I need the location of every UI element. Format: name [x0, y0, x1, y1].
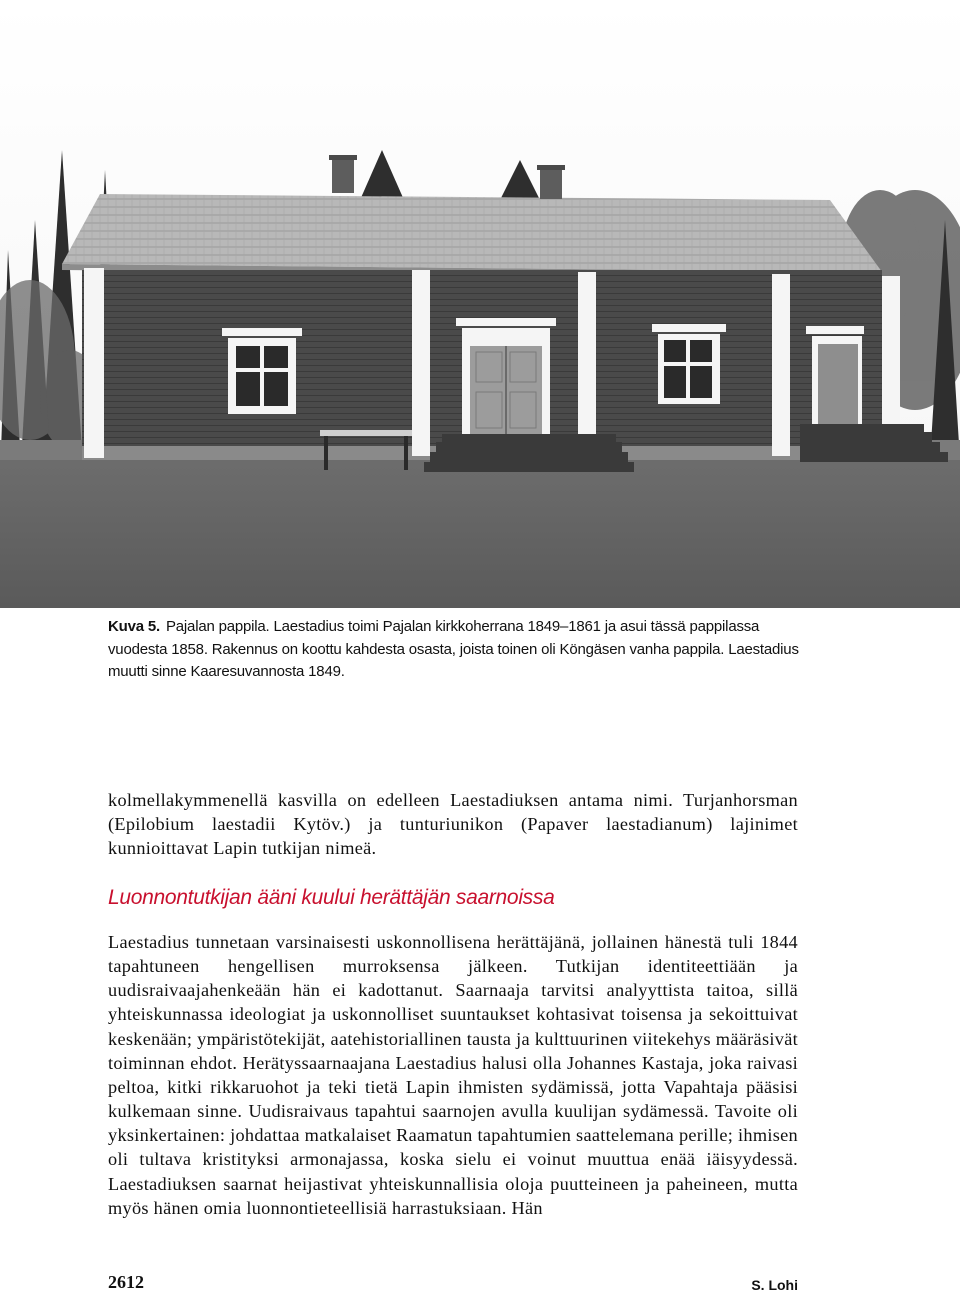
section-heading: Luonnontutkijan ääni kuului herättäjän saarnoissa	[108, 886, 555, 909]
paragraph-1: kolmellakymmenellä kasvilla on edelleen Laestadiuksen antama nimi. Turjanhorsman (Epilobium laestadii Kytöv.) ja tunturiunikon (Papaver laestadianum) lajinimet kunnioittavat Lapin tutkijan nimeä.	[108, 790, 798, 859]
caption-label: Kuva 5.	[108, 618, 160, 635]
figure-caption	[108, 616, 808, 684]
paragraph-2: Laestadius tunnetaan varsinaisesti uskonnollisena herättäjänä, jollainen hänestä tuli 1844 tapahtuneen hengellisen murroksensa jälkeen. Tutkijan identiteettiään ja uudisraivaajahenkeään hän ei kadottanut. Saarnaaja tarvitsi analyyttista taitoa, sillä yhteiskunnassa ideologiat ja uskonnolliset suuntaukset kohtasivat toisensa ja sekoittuivat keskenään; ympäristötekijät, aatehistoriallinen tausta ja kulttuurinen viitekehys määräsivät toiminnan ehdot. Herätyssaarnaajana Laestadius halusi olla Johannes Kastaja, joka raivasi peltoa, kitki rikkaruohot ja teki tietä Lapin ihmisten sydämissä, jotta Vapahtaja pääsisi kulkemaan sinne. Uudisraivaus tapahtui saarnojen avulla kuulijan sydämessä. Tavoite oli yksinkertainen: johdattaa matkalaiset Raamatun tapahtumien saattelemana perille; ihmisen oli tultava kristityksi armonajassa, koska sielu ei voinut muuttua enää iäisyydessä. Laestadiuksen saarnat heijastivat yhteiskunnallisia oloja puutteineen ja paheineen, mutta myös hänen omia luonnontieteellisiä harrastuksiaan. Hän	[108, 932, 798, 1218]
page-number: 2612	[108, 1272, 144, 1292]
building-photo	[0, 0, 960, 608]
caption-text: Pajalan pappila. Laestadius toimi Pajalan kirkkoherrana 1849–1861 ja asui tässä pappilassa vuodesta 1858. Rakennus on koottu kahdesta osasta, joista toinen oli Köngäsen vanha pappila. Laestadius muutti sinne Kaaresuvannosta 1849.	[108, 618, 799, 680]
author-name: S. Lohi	[751, 1277, 798, 1293]
